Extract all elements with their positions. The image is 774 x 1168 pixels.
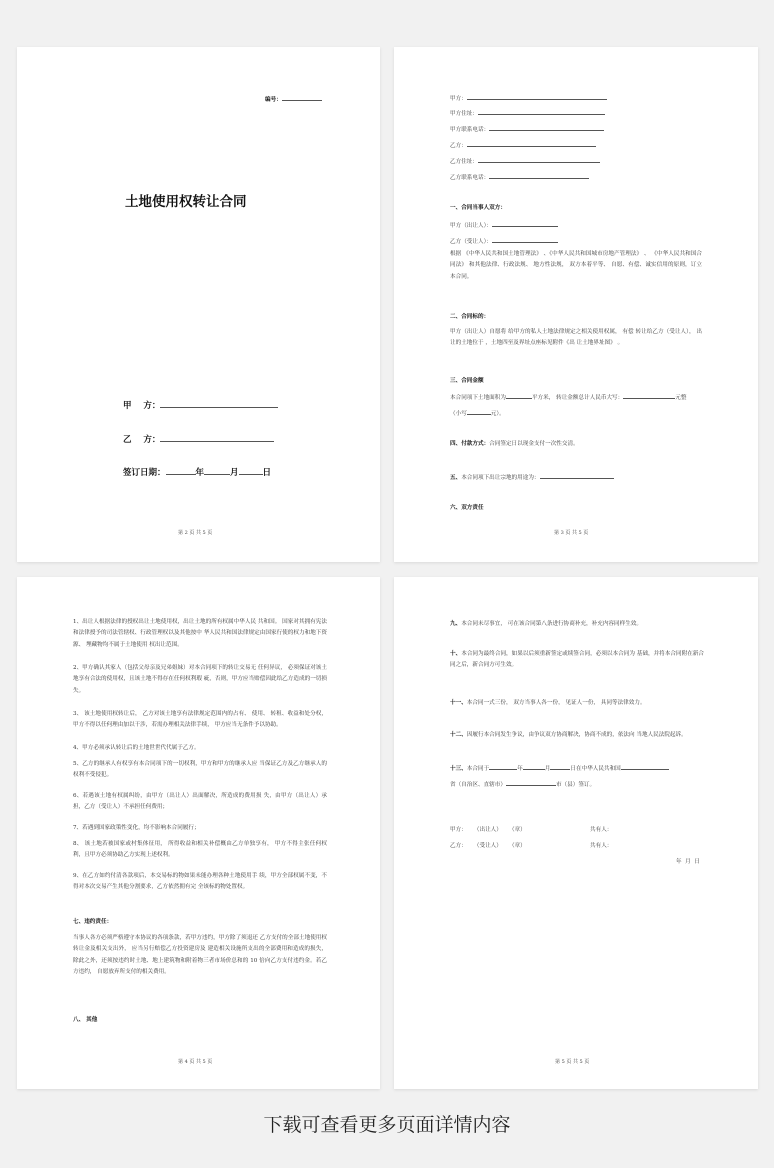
month-label: 月 [544,766,551,772]
header-field-party-a [450,93,607,103]
contract-number-label: 编号： [265,97,282,103]
city-label: 市（县）签订。 [555,782,596,788]
section-1-heading: 一、合同当事人双方： [450,205,506,211]
header-field-party-b-phone [450,172,589,182]
province-blank [621,763,669,770]
amount-unit: 元整 [675,395,687,401]
section-1-party-b [450,236,558,246]
item-number: 十、 [450,651,462,657]
year-label: 年 [195,468,205,478]
lowercase-label: （小写 [450,411,467,417]
clause-1: 1、出让人根据法律的授权出让土地使用权，出让土地的所有权属中华人民 共和国。 国家对其拥有宪法和法律授予的司法管辖权、行政管理权以及其他按中 华人民共和国法律规定由国家行使的权力和地下资源、 埋藏物均不属于土地使用 权出让范围。 [73,619,327,648]
month-blank [523,763,545,770]
page-footer: 第 4 页 共 5 页 [178,1059,213,1065]
section-6-heading: 六、双方责任 [450,505,484,511]
field-blank [467,93,607,100]
field-label: 乙方住址： [450,159,478,165]
item-number: 九、 [450,621,462,627]
cover-party-a-label: 甲 方： [123,401,161,411]
year-blank [489,763,517,770]
field-blank [478,156,600,163]
day-blank [550,763,570,770]
item-number: 十二、 [450,732,467,738]
field-label: 乙方： [450,143,467,149]
field-label: 甲方： [450,96,467,102]
lowercase-unit: 元）。 [490,411,505,417]
section-4 [450,440,579,448]
section-3-heading: 三、合同金额 [450,378,484,384]
area-label: 本合同项下土地面积为 [450,395,506,401]
city-blank [506,779,556,786]
signed-on-label: 本合同于 [466,766,490,772]
item-number: 十三、 [450,766,467,772]
field-blank [489,124,604,131]
clause-13-line-1 [450,763,669,773]
lowercase-blank [467,408,491,415]
day-blank [239,466,263,475]
day-label: 日 [262,468,272,478]
cover-party-a [123,399,278,411]
clause-8: 8、 该土地若被国家或村集体征用， 所得收益和相关补偿概由乙方单独享有， 甲方不得主张任何权利，且甲方必须协助乙方实现上述权利。 [73,841,327,859]
header-field-party-b-address [450,156,600,166]
header-field-party-a-address [450,108,605,118]
clause-5: 5、乙方的继承人有权享有本合同项下的一切权利，甲方和甲方的继承人应 当保证乙方及乙方继承人的权利不受侵犯。 [73,761,327,779]
field-label: 乙方联系电话： [450,175,490,181]
co-owner-b: 共有人： [590,843,613,849]
party-b-blank [492,236,558,243]
page-2 [394,47,758,562]
country-label: 日在中华人民共和国 [570,766,621,772]
field-blank [489,172,589,179]
download-caption: 下载可查看更多页面详情内容 [263,1114,511,1136]
field-label: 甲方住址： [450,111,478,117]
field-label: 甲方联系电话： [450,127,490,133]
clause-10-final [450,649,704,672]
item-text: 本合同一式三份， 双方当事人各一份， 见证人一份， 具同等法律效力。 [466,700,646,706]
section-5 [450,472,614,482]
page-cover [17,47,380,562]
clause-13-line-2 [450,779,595,789]
month-blank [204,466,230,475]
signature-party-a: 甲方： （出让人） （章） [450,827,526,833]
field-blank [467,140,596,147]
section-4-heading: 四、付款方式： [450,441,490,447]
contract-number-blank [282,94,322,101]
cover-party-b-label: 乙 方： [123,435,161,445]
page-footer: 第 2 页 共 5 页 [178,530,213,536]
section-5-heading: 五、 [450,475,462,481]
party-b-label: 乙方（受让人）： [450,239,492,245]
section-5-text: 本合同项下出让宗地的用途为： [461,475,540,481]
clause-3: 3、 该土地使用权转让后， 乙方对该土地享有法律规定范围内的占有、 使用、 转租、收益和处分权，甲方不得以任何理由加以干涉，若需办理相关法律手续， 甲方应当无条件予以协助。 [73,711,327,729]
area-blank [506,392,532,399]
page-4 [394,577,758,1089]
year-label: 年 [517,766,523,772]
clause-12-dispute [450,730,704,741]
section-3-line-1 [450,392,686,402]
clause-2: 2、甲方确认其家人（包括父母亲及兄弟姐妹）对本合同项下的转让交易无 任何异议， 必须保证对该土地享有合法的使用权，且该土地不得存在任何权利瑕 疵，否则，甲方应当赔偿因此给乙方造成的一切损失。 [73,665,327,694]
field-blank [478,108,605,115]
amount-label: 平方米， 转让金额总计人民币大写： [531,395,624,401]
section-4-text: 合同签定日以现金支付一次性交清。 [489,441,579,447]
contract-number-field [265,94,322,104]
signature-party-b: 乙方： （受让人） （章） [450,843,526,849]
section-1-party-a [450,220,558,230]
clause-7: 7、若遇到国家政策性变化，均不影响本合同履行； [73,825,200,831]
party-a-blank [492,220,558,227]
clause-9: 9、在乙方如约付清各款项后，本交易标的物如果未能办理各种土地使用手 续，甲方全部权属不变，不得对本次交易产生其他分割要求，乙方依然拥有完 全该标的物处置权。 [73,873,327,891]
purpose-blank [540,472,614,479]
cover-party-b [123,433,274,445]
year-blank [166,466,196,475]
header-field-party-a-phone [450,124,604,134]
page-3 [17,577,380,1089]
co-owner-a: 共有人： [590,827,613,833]
cover-party-a-blank [160,399,278,408]
cover-date-label: 签订日期： [123,468,166,478]
clause-4: 4、甲方必须承认转让后的土地世世代代属于乙方。 [73,745,200,751]
page-footer: 第 5 页 共 5 页 [555,1059,590,1065]
header-field-party-b [450,140,596,150]
signature-date: 年 月 日 [676,859,700,865]
month-label: 月 [230,468,239,478]
contract-title: 土地使用权转让合同 [125,194,247,210]
amount-blank [623,392,675,399]
page-footer: 第 3 页 共 5 页 [554,530,589,536]
section-7-heading: 七、违约责任： [73,919,113,925]
section-7-paragraph: 当事人各方必须严格遵守本协议的各项条款，若甲方违约，甲方除了须退还 乙方支付的全部土地使用权转让金及相关支出外， 应当另行赔偿乙方投资建房及 建造相关设施所支出的全部费用和造成的损失，除此之外，还须按违约时土地、地上建筑物和附着物三者市场价总和的 10 倍向乙方支付违约金。若乙方违约， 自愿放弃所支付的相关费用。 [73,935,327,975]
item-text: 本合同未尽事宜， 可在该合同第八条进行协商补充，补充内容同样生效。 [461,621,642,627]
section-2-heading: 二、合同标的： [450,314,490,320]
party-a-label: 甲方（出让人）： [450,223,492,229]
item-text: 因履行本合同发生争议，由争议双方协商解决，协商不成的，依法向 当地人民法院起诉。 [466,732,687,738]
cover-party-b-blank [160,433,274,442]
section-2-paragraph: 甲方（出让人）自愿将 给甲方的私人土地法律规定之相关使用权属， 有偿 转让给乙方（受让人）， 出让的土地位于 ，土地四至及界址点座标见附件《出 让土地界址图》 。 [450,329,702,347]
item-text: 本合同为最终合同，如果以后须重新签定或续签合同，必须以本合同为 基础，并将本合同附在新合同之后，新合同方可生效。 [450,651,704,669]
section-1-paragraph: 根据 《中华人民共和国土地管理法》 、《中华人民共和国城市房地产管理法》 、 《中华人民共和国合同法》 和其他法律、行政法规、 地方性法规， 双方本着平等、 自愿、有偿、诚实信用的原则，订立本合同。 [450,251,702,280]
clause-9-supplement [450,619,704,630]
item-number: 十一、 [450,700,467,706]
cover-sign-date [123,466,271,478]
section-8-heading: 八、 其他 [73,1017,98,1023]
clause-11-copies [450,698,704,709]
section-3-line-2 [450,408,505,418]
clause-6: 6、若遇该土地有权属纠纷，由甲方（出让人）出面解决，所造成的费用损 失，由甲方（出让人）承担，乙方（受让人）不承担任何费用； [73,793,327,811]
province-label: 省（自治区、直辖市） [450,782,506,788]
